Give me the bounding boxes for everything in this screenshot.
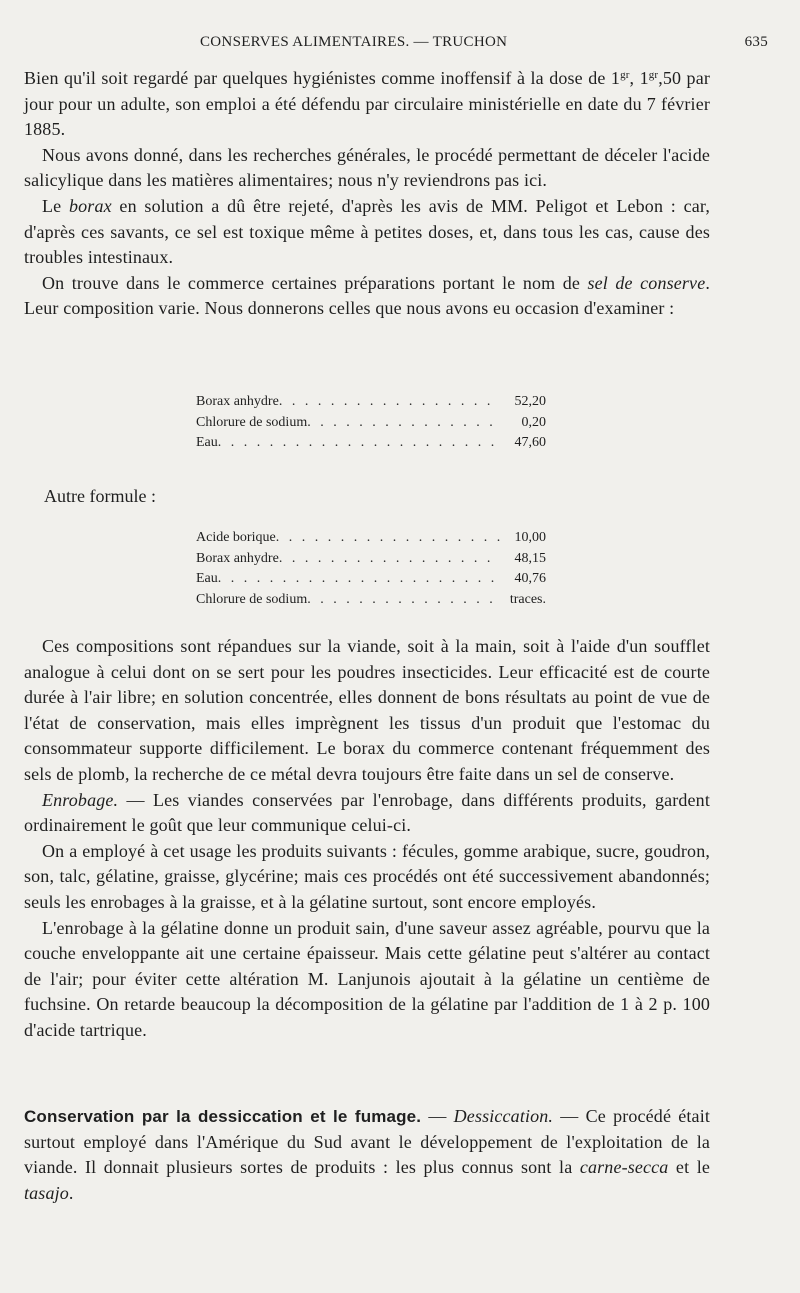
table-row: Eau . . . 47,60 (196, 433, 546, 454)
paragraph-4: On trouve dans le commerce certaines préparations portant le nom de sel de conserve. Leur composition varie. Nous donnerons celles que nous avons eu occasion d'examiner : (24, 272, 710, 319)
paragraph-2: Nous avons donné, dans les recherches générales, le procédé permettant de déceler l'acide salicylique dans les matières alimentaires; nous n'y reviendrons pas ici. (24, 144, 710, 191)
table-row: Eau . . . 40,76 (196, 569, 546, 590)
table-row: Chlorure de sodium . . . 0,20 (196, 413, 546, 434)
composition-table-1 (196, 392, 546, 454)
table-row: Borax anhydre . . . 48,15 (196, 549, 546, 570)
paragraph-1: Bien qu'il soit regardé par quelques hygiénistes comme inoffensif à la dose de $1^{gr}$, $1^{gr},50$ par jour pour un adulte, son emploi a été défendu par circulaire ministérielle en date du 7 février 1885. (24, 68, 710, 140)
autre-formule-label: Autre formule : (44, 486, 156, 506)
section-title: Conservation par la dessiccation et le fumage. (24, 1107, 422, 1126)
page-number: 635 (744, 34, 768, 50)
body-text-middle (24, 634, 710, 1044)
paragraph-3: Le borax en solution a dû être rejeté, d'après les avis de MM. Peligot et Lebon : car, d'après ces savants, ce sel est toxique même à petites doses, et, dans tous les cas, cause des troubles intestinaux. (24, 195, 710, 268)
body-text-bottom (24, 1104, 710, 1206)
paragraph-5: Ces compositions sont répandues sur la viande, soit à la main, soit à l'aide d'un soufflet analogue à celui dont on se sert pour les poudres insecticides. Leur efficacité est de courte durée à l'air libre; en solution concentrée, elles donnent de bons résultats au point de vue de l'état de conservation, mais elles imprègnent les tissus d'un produit que l'estomac du consommateur supporte difficilement. Le borax du commerce contenant fréquemment des sels de plomb, la recherche de ce métal devra toujours être faite dans un sel de conserve. (24, 636, 710, 784)
table-row: Chlorure de sodium . . . traces. (196, 590, 546, 611)
paragraph-9: Conservation par la dessiccation et le fumage. — Dessiccation. — Ce procédé était surtout employé dans l'Amérique du Sud avant le développement de l'exploitation de la viande. Il donnait plusieurs sortes de produits : les plus connus sont la carne-secca et le tasajo. (24, 1106, 710, 1203)
paragraph-6: Enrobage. — Les viandes conservées par l'enrobage, dans différents produits, gardent ordinairement le goût que leur communique celui-ci. (24, 789, 710, 836)
table-row: Acide borique . . . 10,00 (196, 528, 546, 549)
composition-table-2 (196, 528, 546, 610)
paragraph-8: L'enrobage à la gélatine donne un produit sain, d'une saveur assez agréable, pourvu que la couche enveloppante ait une certaine épaisseur. Mais cette gélatine peut s'altérer au contact de l'air; pour éviter cette altération M. Lanjunois ajoutait à la gélatine un centième de fuchsine. On retarde beaucoup la décomposition de la gélatine par l'addition de 1 à 2 p. 100 d'acide tartrique. (24, 917, 710, 1040)
table-row: Borax anhydre . . . 52,20 (196, 392, 546, 413)
body-text-top (24, 66, 710, 322)
paragraph-7: On a employé à cet usage les produits suivants : fécules, gomme arabique, sucre, goudron, son, talc, gélatine, graisse, glycérine; mais ces procédés ont été successivement abandonnés; seuls les enrobages à la graisse, et à la gélatine surtout, sont encore employés. (24, 840, 710, 912)
header-title: CONSERVES ALIMENTAIRES. — TRUCHON (200, 34, 508, 50)
